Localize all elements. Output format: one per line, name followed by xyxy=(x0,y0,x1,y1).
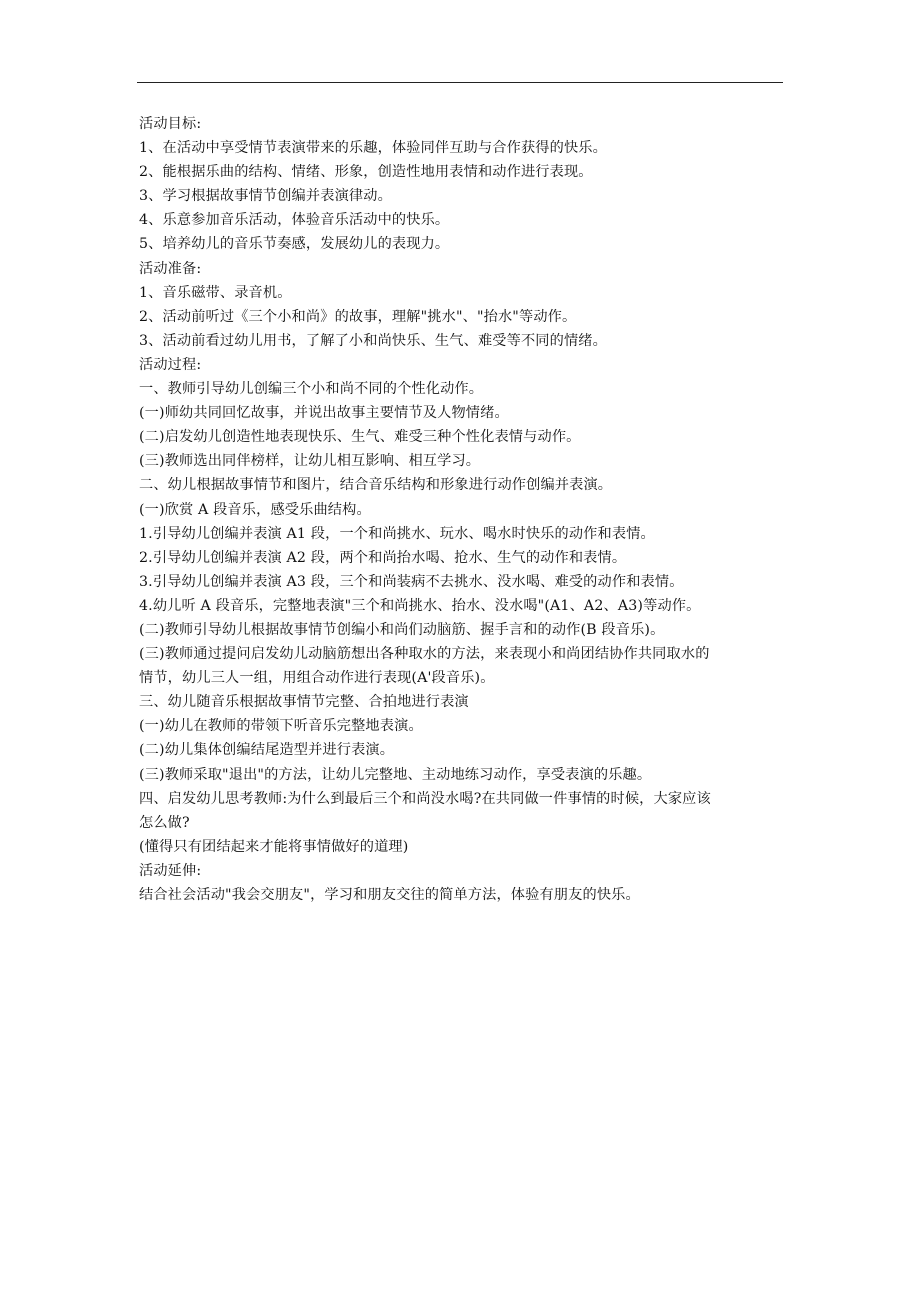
text-line: 3、活动前看过幼儿用书，了解了小和尚快乐、生气、难受等不同的情绪。 xyxy=(139,332,607,349)
text-line: 2、能根据乐曲的结构、情绪、形象，创造性地用表情和动作进行表现。 xyxy=(139,164,593,181)
text-line: 3.引导幼儿创编并表演 A3 段，三个和尚装病不去挑水、没水喝、难受的动作和表情。 xyxy=(139,573,684,590)
text-line: 1、音乐磁带、录音机。 xyxy=(139,284,292,301)
text-line: 4.幼儿听 A 段音乐，完整地表演"三个和尚挑水、抬水、没水喝"(A1、A2、A3)等动作。 xyxy=(139,597,701,614)
text-line: 2.引导幼儿创编并表演 A2 段，两个和尚抬水喝、抢水、生气的动作和表情。 xyxy=(139,549,627,566)
text-line: (二)教师引导幼儿根据故事情节创编小和尚们动脑筋、握手言和的动作(B 段音乐)。 xyxy=(139,621,665,638)
text-line: (二)启发幼儿创造性地表现快乐、生气、难受三种个性化表情与动作。 xyxy=(139,429,581,446)
text-line: 三、幼儿随音乐根据故事情节完整、合拍地进行表演 xyxy=(139,694,469,711)
section-heading-preparation: 活动准备: xyxy=(139,260,202,277)
text-line: (一)欣赏 A 段音乐，感受乐曲结构。 xyxy=(139,501,371,518)
text-line: (二)幼儿集体创编结尾造型并进行表演。 xyxy=(139,742,395,759)
text-line: 结合社会活动"我会交朋友"，学习和朋友交往的简单方法，体验有朋友的快乐。 xyxy=(139,887,640,903)
text-line: (三)教师通过提问启发幼儿动脑筋想出各种取水的方法，来表现小和尚团结协作共同取水的 xyxy=(139,646,710,663)
text-line: 1、在活动中享受情节表演带来的乐趣，体验同伴互助与合作获得的快乐。 xyxy=(139,140,607,157)
section-heading-goals: 活动目标: xyxy=(139,116,202,132)
text-line: 情节，幼儿三人一组，用组合动作进行表现(A'段音乐)。 xyxy=(139,670,495,687)
text-line: (三)教师选出同伴榜样，让幼儿相互影响、相互学习。 xyxy=(139,453,481,470)
text-line: (一)幼儿在教师的带领下听音乐完整地表演。 xyxy=(139,718,423,735)
text-line: 二、幼儿根据故事情节和图片，结合音乐结构和形象进行动作创编并表演。 xyxy=(139,477,613,494)
section-heading-extension: 活动延伸: xyxy=(139,862,202,879)
section-heading-process: 活动过程: xyxy=(139,356,202,373)
text-line: 5、培养幼儿的音乐节奏感，发展幼儿的表现力。 xyxy=(139,236,450,253)
text-line: 一、教师引导幼儿创编三个小和尚不同的个性化动作。 xyxy=(139,381,484,398)
document-body xyxy=(139,112,787,907)
text-line: (懂得只有团结起来才能将事情做好的道理) xyxy=(139,838,409,855)
text-line: 怎么做? xyxy=(139,814,190,831)
text-line: 4、乐意参加音乐活动，体验音乐活动中的快乐。 xyxy=(139,212,450,229)
text-line: 2、活动前听过《三个小和尚》的故事，理解"挑水"、"抬水"等动作。 xyxy=(139,308,577,325)
text-line: (一)师幼共同回忆故事，并说出故事主要情节及人物情绪。 xyxy=(139,405,509,422)
text-line: (三)教师采取"退出"的方法，让幼儿完整地、主动地练习动作，享受表演的乐趣。 xyxy=(139,766,652,783)
text-line: 1.引导幼儿创编并表演 A1 段，一个和尚挑水、玩水、喝水时快乐的动作和表情。 xyxy=(139,525,655,542)
header-rule xyxy=(137,82,783,83)
text-line: 3、学习根据故事情节创编并表演律动。 xyxy=(139,188,392,205)
text-line: 四、启发幼儿思考教师:为什么到最后三个和尚没水喝?在共同做一件事情的时候，大家应该 xyxy=(139,790,711,807)
